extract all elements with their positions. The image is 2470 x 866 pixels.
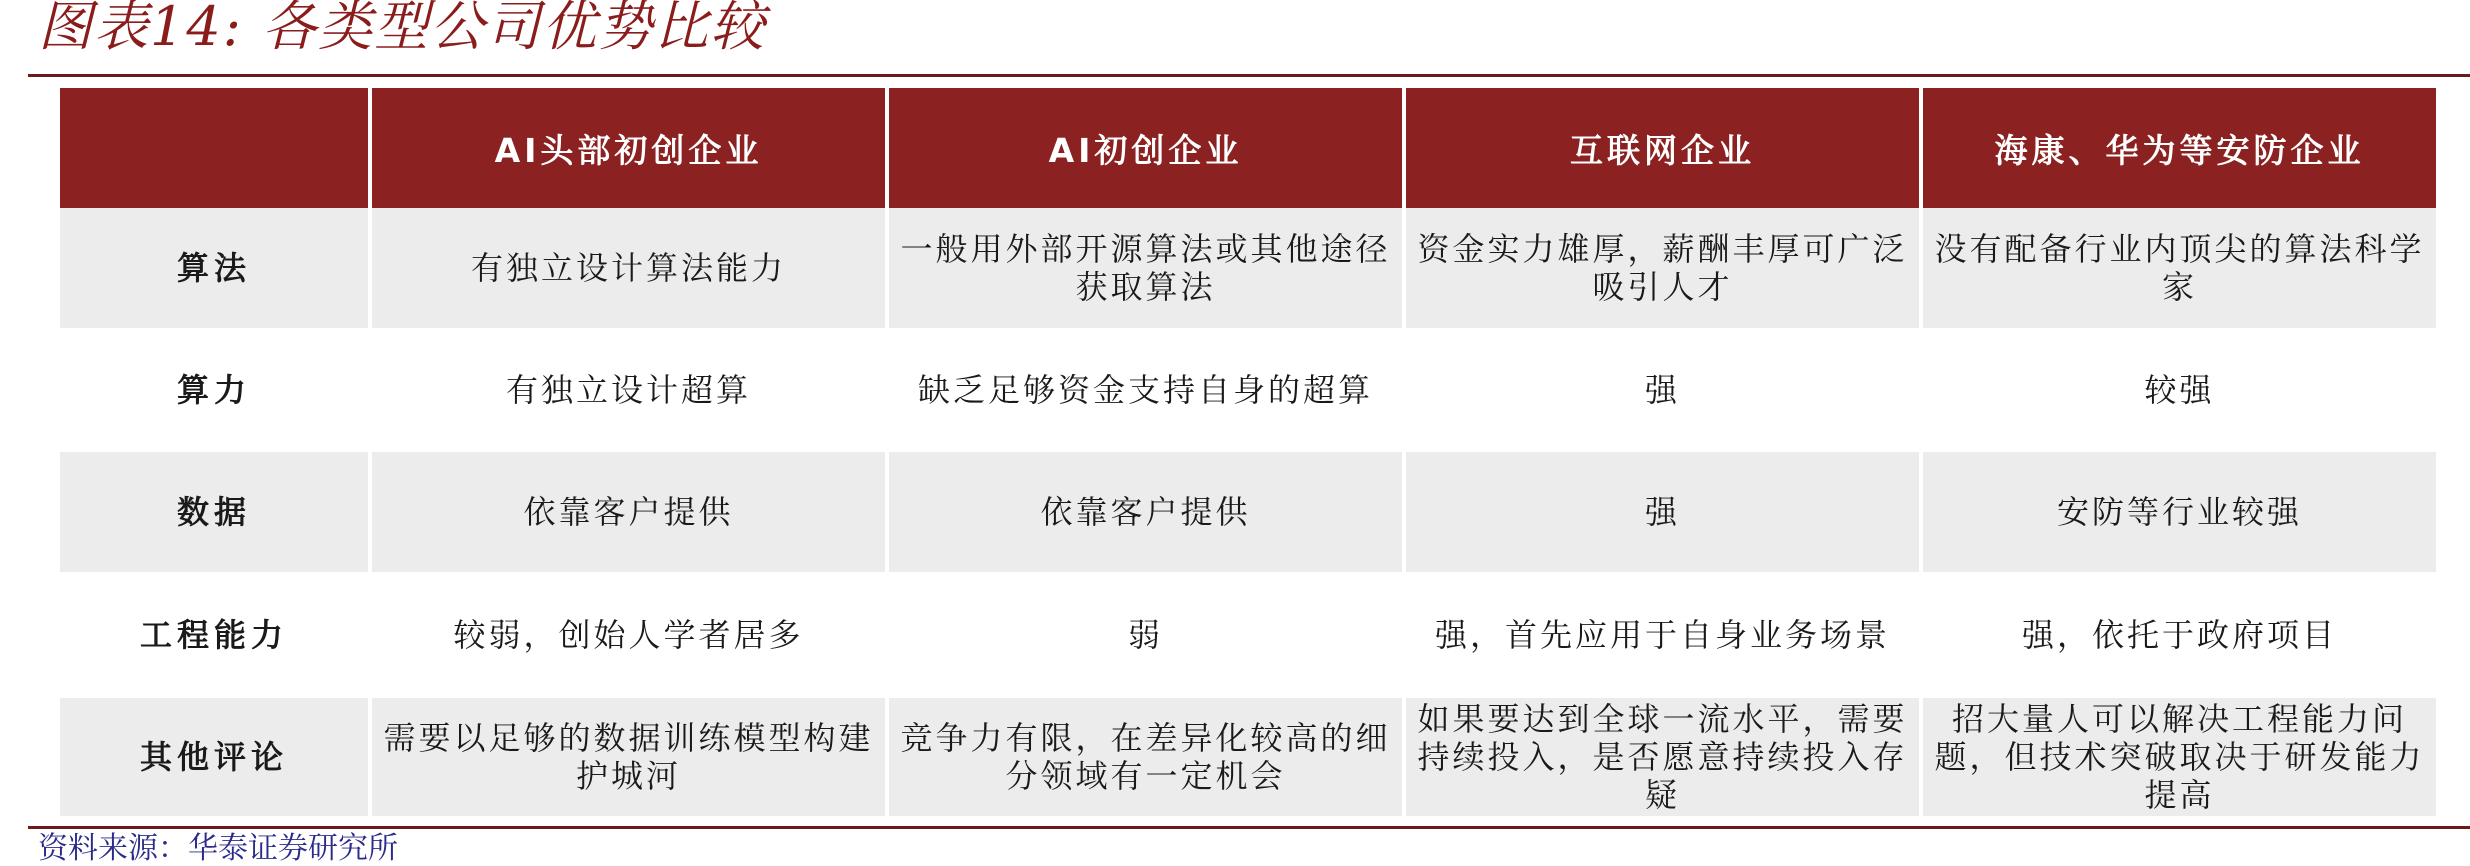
table-cell: 竞争力有限，在差异化较高的细分领域有一定机会 — [889, 698, 1402, 816]
table-cell: 弱 — [889, 572, 1402, 698]
table-cell: 较强 — [1923, 328, 2436, 452]
table-cell: 缺乏足够资金支持自身的超算 — [889, 328, 1402, 452]
figure-title: 图表14: 各类型公司优势比较 — [38, 0, 767, 58]
row-label: 算力 — [60, 328, 368, 452]
table-row — [60, 572, 2436, 698]
header-cell-security-companies: 海康、华为等安防企业 — [1923, 88, 2436, 208]
table-cell: 强，依托于政府项目 — [1923, 572, 2436, 698]
title-divider — [28, 74, 2470, 77]
source-text: 资料来源：华泰证券研究所 — [38, 831, 398, 866]
table-cell: 较弱，创始人学者居多 — [372, 572, 885, 698]
table-cell: 如果要达到全球一流水平，需要持续投入，是否愿意持续投入存疑 — [1406, 698, 1919, 816]
source-note — [38, 831, 598, 866]
header-cell-ai-startups: AI初创企业 — [889, 88, 1402, 208]
table-cell: 强 — [1406, 328, 1919, 452]
table-cell: 有独立设计算法能力 — [372, 208, 885, 328]
header-cell-internet-companies: 互联网企业 — [1406, 88, 1919, 208]
table-header-row — [60, 88, 2436, 208]
header-cell-corner — [60, 88, 368, 208]
bottom-divider — [28, 826, 2470, 829]
table-cell: 依靠客户提供 — [372, 452, 885, 572]
table-cell: 一般用外部开源算法或其他途径获取算法 — [889, 208, 1402, 328]
table-cell: 强，首先应用于自身业务场景 — [1406, 572, 1919, 698]
row-label: 算法 — [60, 208, 368, 328]
row-label: 数据 — [60, 452, 368, 572]
table-row — [60, 208, 2436, 328]
table-cell: 需要以足够的数据训练模型构建护城河 — [372, 698, 885, 816]
table-row — [60, 452, 2436, 572]
row-label: 其他评论 — [60, 698, 368, 816]
table-row — [60, 698, 2436, 816]
table-cell: 安防等行业较强 — [1923, 452, 2436, 572]
table-cell: 依靠客户提供 — [889, 452, 1402, 572]
table-row — [60, 328, 2436, 452]
table-cell: 有独立设计超算 — [372, 328, 885, 452]
table-cell: 资金实力雄厚，薪酬丰厚可广泛吸引人才 — [1406, 208, 1919, 328]
header-cell-ai-leading-startups: AI头部初创企业 — [372, 88, 885, 208]
row-label: 工程能力 — [60, 572, 368, 698]
comparison-table — [56, 88, 2440, 816]
table-cell: 强 — [1406, 452, 1919, 572]
table-cell: 没有配备行业内顶尖的算法科学家 — [1923, 208, 2436, 328]
table-cell: 招大量人可以解决工程能力问题，但技术突破取决于研发能力提高 — [1923, 698, 2436, 816]
